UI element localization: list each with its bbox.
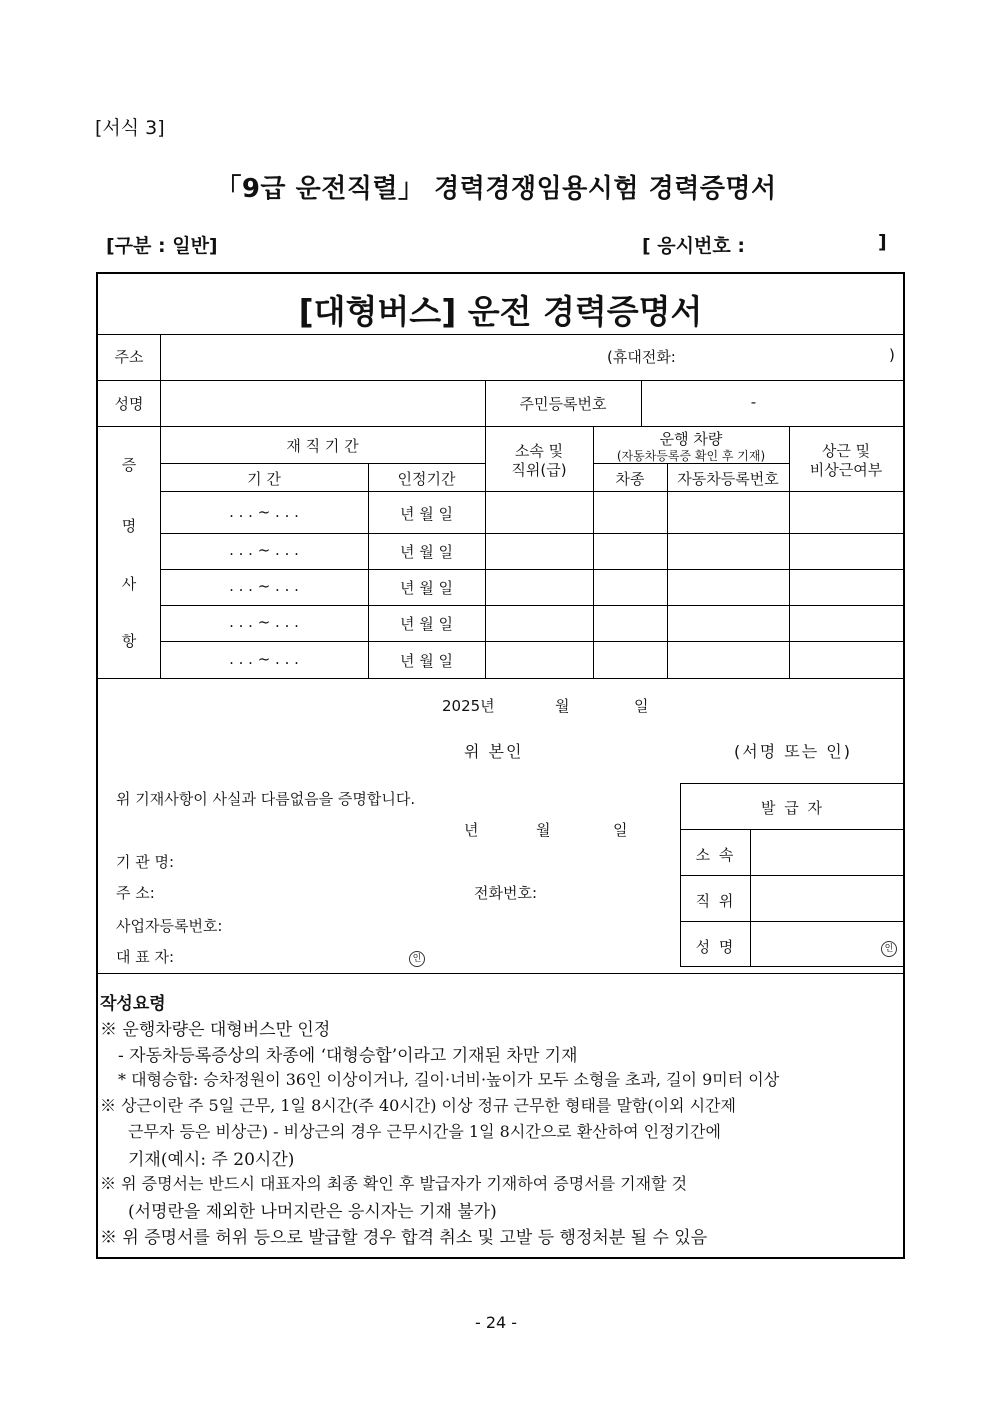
date-month: 월 bbox=[555, 697, 570, 715]
cert-char-4: 항 bbox=[121, 632, 137, 650]
form-title: [대형버스] 운전 경력증명서 bbox=[298, 292, 703, 331]
affiliation-header-1: 소속 및 bbox=[514, 442, 564, 460]
org-name-label: 기 관 명: bbox=[116, 853, 175, 871]
fulltime-header-1: 상근 및 bbox=[821, 442, 871, 460]
exam-number-label: [ 응시번호 : bbox=[642, 235, 745, 257]
date-day: 일 bbox=[634, 697, 649, 715]
rrn-dash: - bbox=[750, 393, 757, 411]
signature-label: (서명 또는 인) bbox=[734, 742, 852, 761]
row-2-recognized[interactable]: 년 월 일 bbox=[399, 543, 453, 561]
recognized-header: 인정기간 bbox=[397, 470, 456, 488]
row-5-recognized[interactable]: 년 월 일 bbox=[399, 652, 453, 670]
cert-date-month: 월 bbox=[536, 821, 551, 839]
page-number: - 24 - bbox=[474, 1313, 518, 1332]
note-line-5: 근무자 등은 비상근) - 비상근의 경우 근무시간을 1일 8시간으로 환산하여 인정기간에 bbox=[128, 1122, 721, 1141]
note-line-1: ※ 운행차량은 대형버스만 인정 bbox=[100, 1020, 331, 1040]
org-phone-label: 전화번호: bbox=[474, 884, 538, 902]
phone-close: ) bbox=[889, 346, 895, 364]
seal-icon: 인 bbox=[409, 951, 425, 967]
row-5-period[interactable]: . . . ~ . . . bbox=[229, 650, 299, 668]
applicant-label: 위 본인 bbox=[464, 742, 524, 761]
cert-char-3: 사 bbox=[121, 575, 137, 593]
exam-number-close: ] bbox=[878, 231, 887, 253]
rrn-label: 주민등록번호 bbox=[519, 395, 607, 413]
document-title: 「9급 운전직렬」 경력경쟁임용시험 경력증명서 bbox=[215, 174, 777, 204]
vehicle-regno-header: 자동차등록번호 bbox=[677, 470, 779, 488]
employment-period-header: 재 직 기 간 bbox=[286, 437, 359, 455]
fulltime-header-2: 비상근여부 bbox=[809, 461, 883, 479]
cert-char-1: 증 bbox=[121, 456, 137, 474]
date-year: 2025년 bbox=[442, 697, 495, 715]
vehicle-note: (자동차등록증 확인 후 기재) bbox=[616, 449, 766, 463]
issuer-seal bbox=[881, 937, 897, 957]
address-label: 주소 bbox=[114, 348, 144, 366]
note-line-4: ※ 상근이란 주 5일 근무, 1일 8시간(주 40시간) 이상 정규 근무한 형태를 말함(이외 시간제 bbox=[100, 1096, 736, 1115]
note-line-2: - 자동차등록증상의 차종에 ‘대형승합’이라고 기재된 차만 기재 bbox=[118, 1046, 578, 1066]
note-line-9: ※ 위 증명서를 허위 등으로 발급할 경우 합격 취소 및 고발 등 행정처분 될 수 있음 bbox=[100, 1228, 708, 1248]
issuer-position-label: 직 위 bbox=[695, 892, 736, 910]
cert-date-year: 년 bbox=[464, 821, 479, 839]
issuer-title: 발 급 자 bbox=[760, 799, 824, 817]
row-2-period[interactable]: . . . ~ . . . bbox=[229, 541, 299, 559]
row-4-recognized[interactable]: 년 월 일 bbox=[399, 615, 453, 633]
representative-label: 대 표 자: bbox=[116, 948, 175, 966]
org-address-label: 주 소: bbox=[116, 884, 155, 902]
certificate-form bbox=[96, 272, 905, 1259]
row-4-period[interactable]: . . . ~ . . . bbox=[229, 613, 299, 631]
vehicle-type-header: 차종 bbox=[615, 470, 645, 488]
vehicle-header: 운행 차량 bbox=[659, 430, 723, 448]
row-1-recognized[interactable]: 년 월 일 bbox=[399, 505, 453, 523]
period-header: 기 간 bbox=[247, 470, 281, 488]
cert-char-2: 명 bbox=[121, 517, 137, 535]
row-3-recognized[interactable]: 년 월 일 bbox=[399, 579, 453, 597]
note-line-7: ※ 위 증명서는 반드시 대표자의 최종 확인 후 발급자가 기재하여 증명서를 기재할 것 bbox=[100, 1174, 688, 1193]
category-label: [구분 : 일반] bbox=[106, 235, 218, 257]
notes-title: 작성요령 bbox=[100, 994, 166, 1014]
business-number-label: 사업자등록번호: bbox=[116, 917, 223, 935]
issuer-name-label: 성 명 bbox=[695, 938, 736, 956]
issuer-box bbox=[680, 783, 905, 967]
note-line-3: * 대형승합: 승차정원이 36인 이상이거나, 길이·너비·높이가 모두 소형을 초과, 길이 9미터 이상 bbox=[118, 1070, 780, 1089]
cert-date-day: 일 bbox=[613, 821, 628, 839]
note-line-6: 기재(예시: 주 20시간) bbox=[128, 1150, 295, 1170]
name-label: 성명 bbox=[114, 395, 144, 413]
seal-icon: 인 bbox=[881, 941, 897, 957]
row-3-period[interactable]: . . . ~ . . . bbox=[229, 577, 299, 595]
affiliation-header-2: 직위(급) bbox=[511, 461, 567, 479]
note-line-8: (서명란을 제외한 나머지란은 응시자는 기재 불가) bbox=[128, 1202, 497, 1222]
issuer-affiliation-label: 소 속 bbox=[695, 846, 736, 864]
phone-label: (휴대전화: bbox=[607, 348, 676, 366]
representative-seal bbox=[409, 947, 425, 967]
row-1-period[interactable]: . . . ~ . . . bbox=[229, 503, 299, 521]
form-number: [서식 3] bbox=[95, 117, 165, 139]
certify-statement: 위 기재사항이 사실과 다름없음을 증명합니다. bbox=[116, 790, 416, 808]
